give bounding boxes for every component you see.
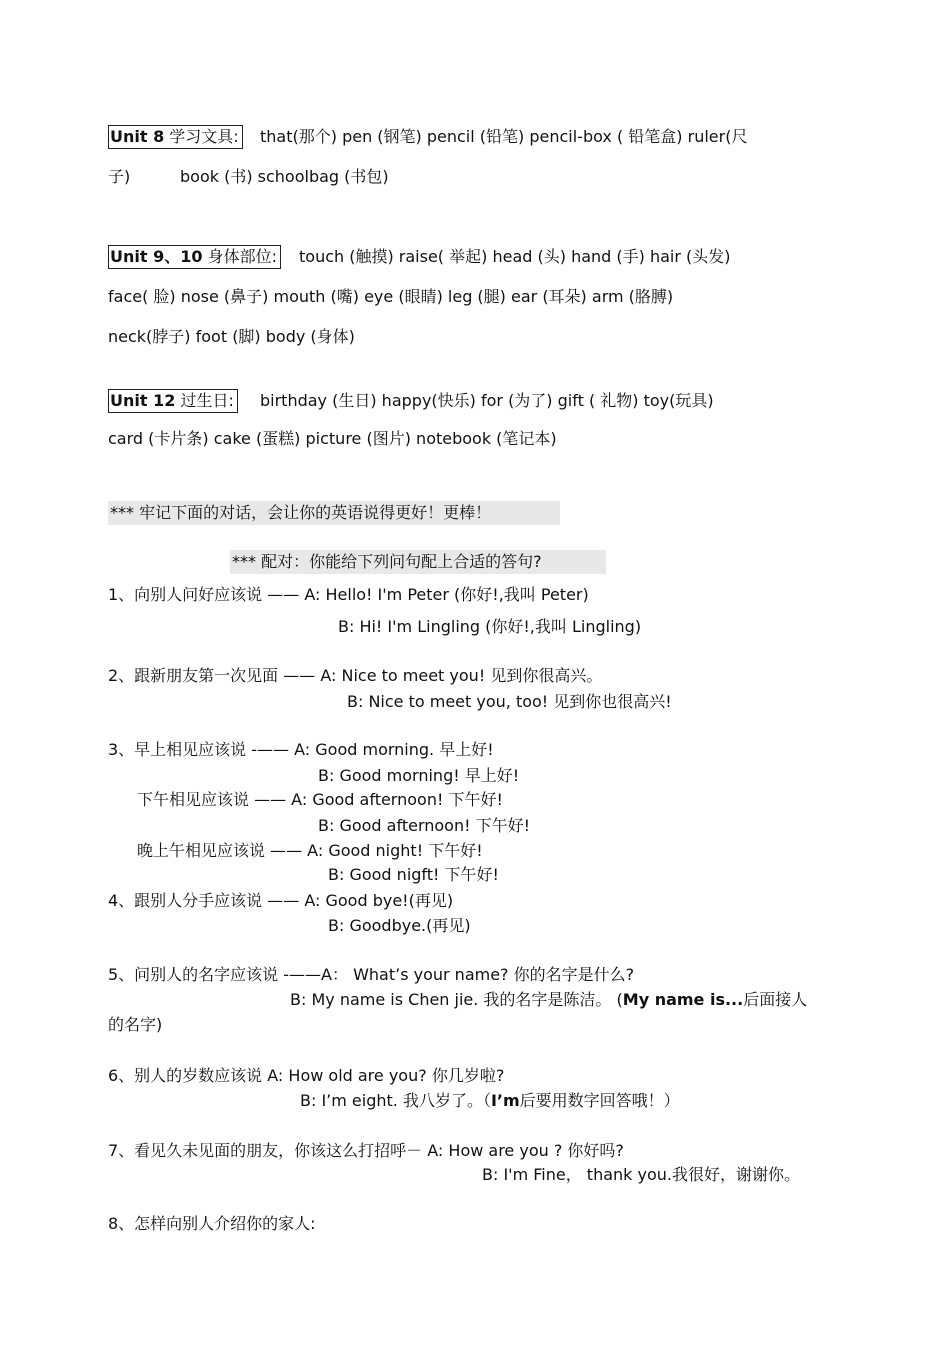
unit-8-label (108, 125, 243, 149)
dialog-3-night-answer: B: Good nigft! 下午好! (328, 865, 499, 884)
dialog-1-question: 1、向别人问好应该说 —— A: Hello! I'm Peter (你好!,我叫 Peter) (108, 585, 589, 604)
unit-12-label (108, 389, 238, 413)
dialog-2-answer: B: Nice to meet you, too! 见到你也很高兴! (347, 692, 672, 711)
dialog-3-afternoon-question: 下午相见应该说 —— A: Good afternoon! 下午好! (137, 790, 503, 809)
unit-9-10-vocab-line-1: touch (触摸) raise( 举起) head (头) hand (手) hair (头发) (299, 247, 731, 266)
unit-8-number: Unit 8 (110, 127, 165, 146)
dialog-6-answer-pattern: I’m (490, 1091, 520, 1110)
dialog-5-answer (290, 990, 807, 1010)
unit-12-vocab-line-2: card (卡片条) cake (蛋糕) picture (图片) notebook (笔记本) (108, 429, 557, 448)
memorize-banner: *** 牢记下面的对话，会让你的英语说得更好！更棒！ (108, 501, 560, 525)
dialog-6-answer-note: 后要用数字回答哦！） (519, 1091, 680, 1110)
unit-9-10-vocab-line-2: face( 脸) nose (鼻子) mouth (嘴) eye (眼睛) leg (腿) ear (耳朵) arm (胳膊) (108, 287, 674, 306)
dialog-5-question: 5、问别人的名字应该说 -——A： What’s your name? 你的名字是什么? (108, 965, 635, 984)
unit-8-vocab-line-1: that(那个) pen (钢笔) pencil (铅笔) pencil-box ( 铅笔盒) ruler(尺 (260, 127, 748, 146)
dialog-6-answer-text: B: I’m eight. 我八岁了。（ (300, 1091, 491, 1110)
dialog-4-question: 4、跟别人分手应该说 —— A: Good bye!(再见) (108, 891, 454, 910)
dialog-7-answer: B: I'm Fine， thank you.我很好，谢谢你。 (482, 1165, 800, 1184)
unit-9-10-title: 身体部位: (202, 247, 277, 266)
unit-9-10-number: Unit 9、10 (110, 247, 203, 266)
dialog-5-answer-wrap: 的名字) (108, 1015, 163, 1034)
dialog-5-answer-text: B: My name is Chen jie. 我的名字是陈洁。 ( (290, 990, 623, 1009)
dialog-5-answer-pattern: My name is... (622, 990, 744, 1009)
matching-banner: *** 配对：你能给下列问句配上合适的答句? (230, 550, 606, 574)
dialog-8-question: 8、怎样向别人介绍你的家人: (108, 1214, 316, 1233)
dialog-6-question: 6、别人的岁数应该说 A: How old are you? 你几岁啦? (108, 1066, 505, 1085)
unit-12-title: 过生日: (175, 391, 234, 410)
dialog-2-question: 2、跟新朋友第一次见面 —— A: Nice to meet you! 见到你很高兴。 (108, 666, 603, 685)
unit-9-10-vocab-line-3: neck(脖子) foot (脚) body (身体) (108, 327, 355, 346)
unit-8-vocab-line-2a: 子) (108, 167, 131, 186)
dialog-3-morning-question: 3、早上相见应该说 -—— A: Good morning. 早上好! (108, 740, 494, 759)
dialog-4-answer: B: Goodbye.(再见) (328, 916, 471, 935)
dialog-5-answer-note: 后面接人 (743, 990, 808, 1009)
dialog-6-answer (300, 1091, 680, 1111)
unit-12-vocab-line-1: birthday (生日) happy(快乐) for (为了) gift ( 礼物) toy(玩具) (260, 391, 714, 410)
unit-8-vocab-line-2b: book (书) schoolbag (书包) (180, 167, 389, 186)
dialog-7-question: 7、看见久未见面的朋友，你该这么打招呼－ A: How are you ? 你好吗? (108, 1141, 624, 1160)
unit-12-number: Unit 12 (110, 391, 176, 410)
dialog-1-answer: B: Hi! I'm Lingling (你好!,我叫 Lingling) (338, 617, 642, 636)
dialog-3-afternoon-answer: B: Good afternoon! 下午好! (318, 816, 531, 835)
unit-8-title: 学习文具: (164, 127, 239, 146)
dialog-3-morning-answer: B: Good morning! 早上好! (318, 766, 520, 785)
dialog-3-night-question: 晚上午相见应该说 —— A: Good night! 下午好! (137, 841, 483, 860)
unit-9-10-label (108, 245, 281, 269)
